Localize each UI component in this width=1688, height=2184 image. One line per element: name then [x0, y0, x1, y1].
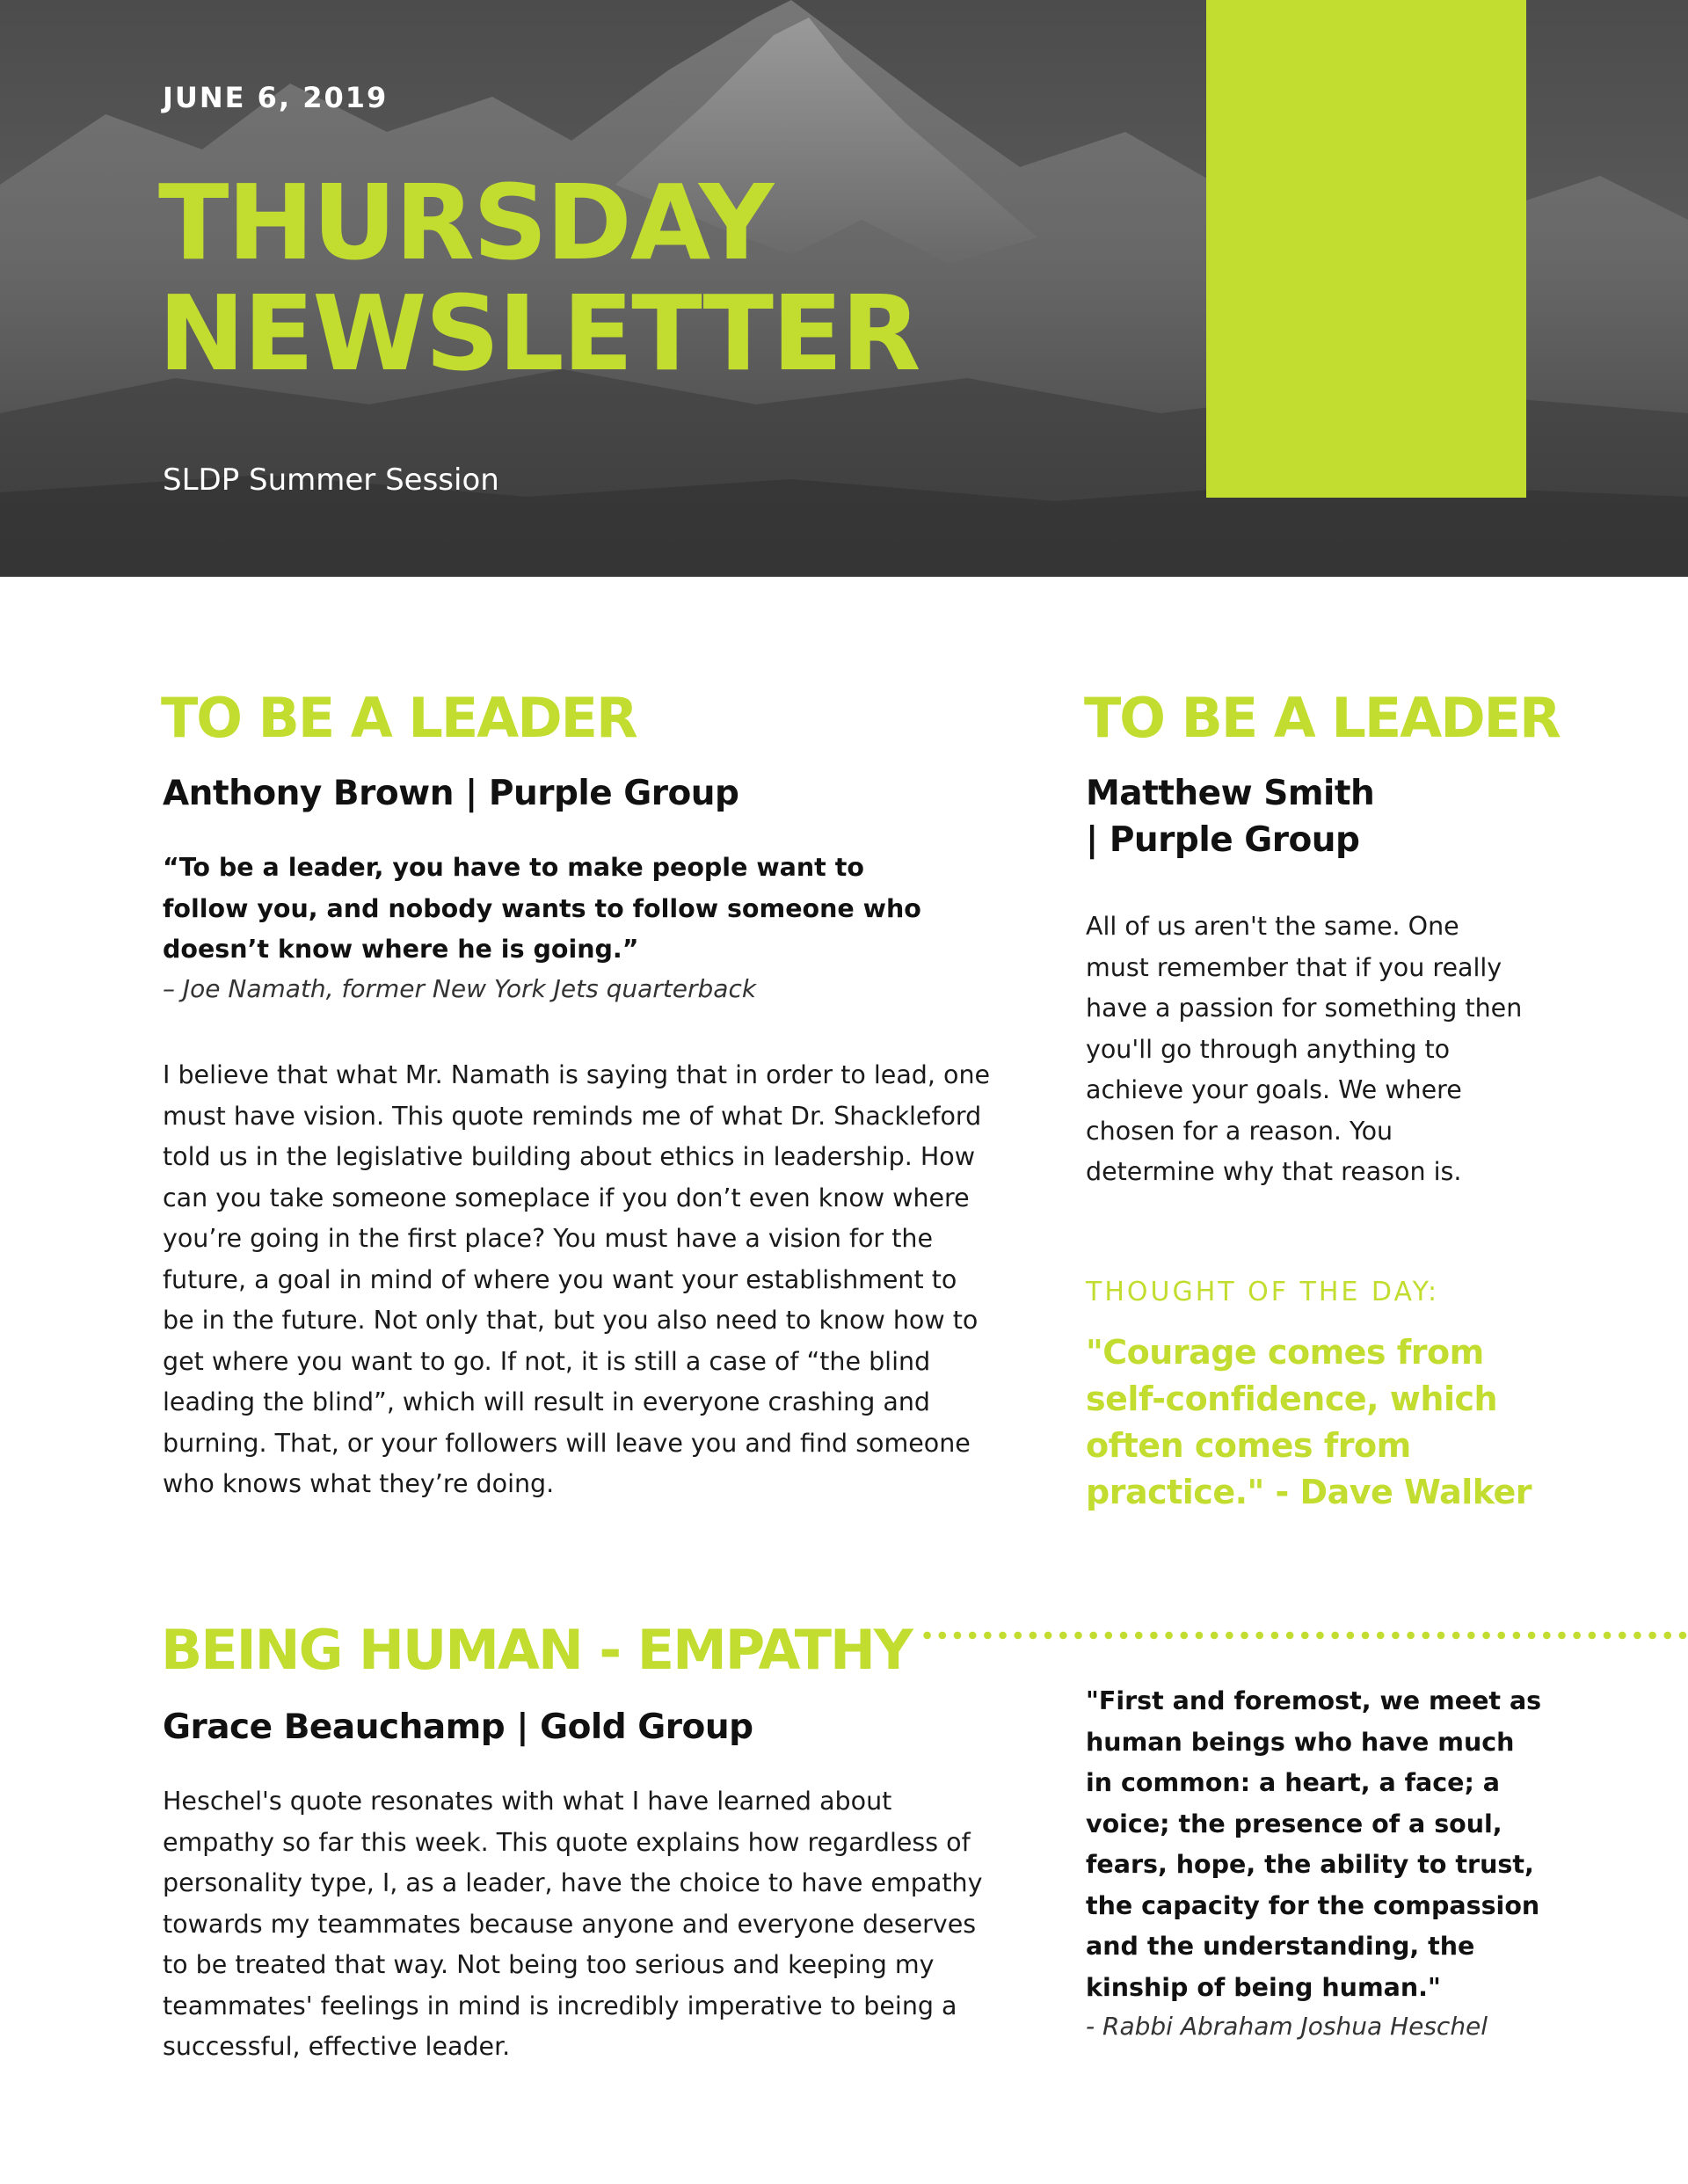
quote-attribution: – Joe Namath, former New York Jets quarterback [163, 973, 757, 1003]
body-line: leading the blind”, which will result in everyone crashing and [163, 1387, 930, 1416]
body-line: successful, effective leader. [163, 2032, 511, 2061]
article-body [1086, 906, 1631, 1193]
body-line: who knows what they’re doing. [163, 1469, 555, 1498]
side-quote [1086, 1681, 1657, 2045]
newsletter-title [158, 162, 920, 394]
byline-line: Matthew Smith [1086, 774, 1375, 813]
body-line: future, a goal in mind of where you want your establishment to [163, 1264, 957, 1294]
title-line: THURSDAY [158, 162, 773, 283]
body-line: you’re going in the first place? You must have a vision for the [163, 1224, 933, 1253]
side-quote-line: kinship of being human." [1086, 1972, 1441, 2002]
side-quote-line: in common: a heart, a face; a [1086, 1768, 1501, 1797]
side-quote-line: voice; the presence of a soul, [1086, 1809, 1502, 1838]
thought-quote-line: often comes from [1086, 1426, 1411, 1465]
side-quote-line: "First and foremost, we meet as [1086, 1686, 1542, 1715]
body-line: must have vision. This quote reminds me of what Dr. Shackleford [163, 1101, 982, 1131]
article-heading: TO BE A LEADER [161, 686, 637, 750]
body-line: achieve your goals. We where [1086, 1075, 1462, 1104]
body-line: be in the future. Not only that, but you also need to know how to [163, 1306, 979, 1335]
thought-of-the-day-label: THOUGHT OF THE DAY: [1086, 1277, 1440, 1307]
article-body [163, 1781, 1042, 2068]
thought-quote-line: self-confidence, which [1086, 1380, 1498, 1418]
article-byline: Anthony Brown | Purple Group [163, 774, 739, 813]
body-line: to be treated that way. Not being too serious and keeping my [163, 1950, 935, 1979]
body-line: towards my teammates because anyone and everyone deserves [163, 1909, 977, 1939]
newsletter-subtitle: SLDP Summer Session [163, 462, 499, 498]
article-body [163, 1055, 1042, 1505]
side-quote-attribution: - Rabbi Abraham Joshua Heschel [1086, 2012, 1488, 2041]
quote-line: doesn’t know where he is going.” [163, 935, 639, 964]
byline-line: | Purple Group [1086, 820, 1360, 860]
body-line: personality type, I, as a leader, have the choice to have empathy [163, 1868, 983, 1897]
body-line: teammates' feelings in mind is incredibly imperative to being a [163, 1991, 957, 2020]
body-line: have a passion for something then [1086, 994, 1523, 1023]
body-line: chosen for a reason. You [1086, 1116, 1393, 1146]
side-quote-line: fears, hope, the ability to trust, [1086, 1850, 1534, 1879]
thought-of-the-day-quote [1086, 1329, 1578, 1516]
thought-quote-line: practice." - Dave Walker [1086, 1473, 1532, 1511]
dotted-divider [920, 1630, 1688, 1641]
article-byline [1086, 770, 1374, 863]
body-line: empathy so far this week. This quote explains how regardless of [163, 1827, 971, 1857]
body-line: determine why that reason is. [1086, 1157, 1462, 1186]
body-line: burning. That, or your followers will leave you and find someone [163, 1428, 971, 1458]
body-line: you'll go through anything to [1086, 1034, 1451, 1064]
side-quote-line: human beings who have much [1086, 1727, 1515, 1757]
side-quote-line: the capacity for the compassion [1086, 1890, 1540, 1920]
title-line: NEWSLETTER [158, 273, 920, 394]
article-heading: TO BE A LEADER [1084, 686, 1560, 750]
hero-banner [0, 0, 1688, 577]
body-line: can you take someone someplace if you don’t even know where [163, 1183, 970, 1212]
article-byline: Grace Beauchamp | Gold Group [163, 1707, 753, 1747]
accent-block [1206, 0, 1526, 498]
body-line: All of us aren't the same. One [1086, 912, 1459, 941]
newsletter-date: JUNE 6, 2019 [163, 81, 389, 114]
body-line: told us in the legislative building about ethics in leadership. How [163, 1142, 976, 1171]
article-quote [163, 848, 1024, 1008]
body-line: must remember that if you really [1086, 952, 1502, 982]
body-line: Heschel's quote resonates with what I have learned about [163, 1787, 892, 1816]
thought-quote-line: "Courage comes from [1086, 1333, 1484, 1372]
article-heading: BEING HUMAN - EMPATHY [161, 1618, 912, 1682]
quote-line: “To be a leader, you have to make people want to [163, 853, 864, 882]
body-line: I believe that what Mr. Namath is saying that in order to lead, one [163, 1060, 991, 1089]
quote-line: follow you, and nobody wants to follow someone who [163, 893, 921, 923]
body-line: get where you want to go. If not, it is still a case of “the blind [163, 1346, 931, 1376]
side-quote-line: and the understanding, the [1086, 1932, 1475, 1961]
